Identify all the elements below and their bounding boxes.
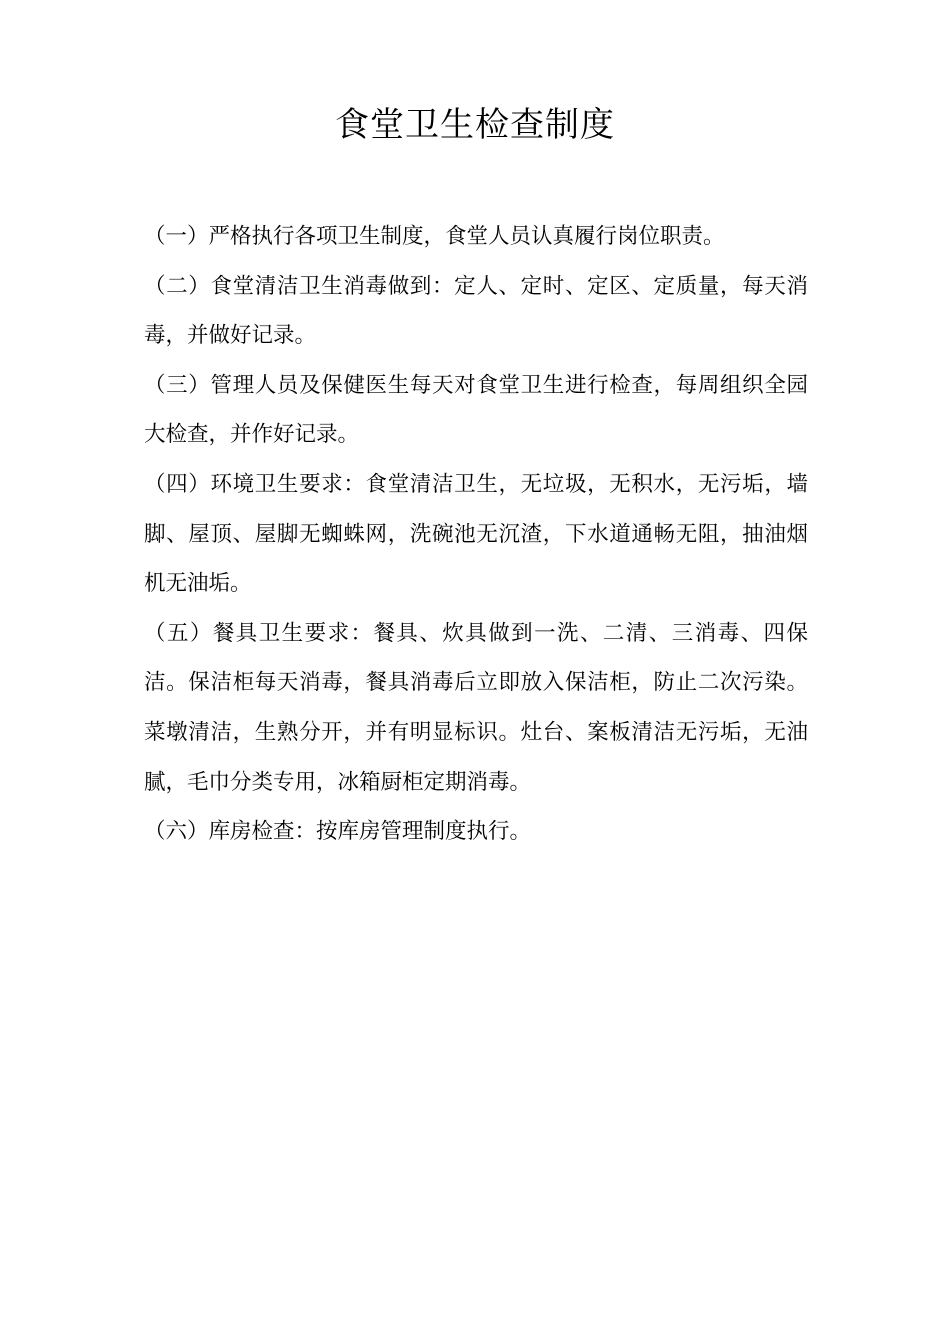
paragraph-6: （六）库房检查：按库房管理制度执行。 bbox=[144, 819, 532, 845]
paragraph-3: （三）管理人员及保健医生每天对食堂卫生进行检查，每周组织全园大检查，并作好记录。 bbox=[144, 372, 808, 448]
document-title: 食堂卫生检查制度 bbox=[335, 105, 615, 145]
paragraph-4: （四）环境卫生要求：食堂清洁卫生，无垃圾，无积水，无污垢，墙脚、屋顶、屋脚无蜘蛛网，洗碗池无沉渣，下水道通畅无阻，抽油烟机无油垢。 bbox=[144, 471, 808, 597]
paragraph-5: （五）餐具卫生要求：餐具、炊具做到一洗、二清、三消毒、四保洁。保洁柜每天消毒，餐具消毒后立即放入保洁柜，防止二次污染。菜墩清洁，生熟分开，并有明显标识。灶台、案板清洁无污垢，无油腻，毛巾分类专用，冰箱厨柜定期消毒。 bbox=[144, 620, 808, 795]
paragraph-2: （二）食堂清洁卫生消毒做到：定人、定时、定区、定质量，每天消毒，并做好记录。 bbox=[144, 273, 808, 349]
paragraph-1: （一）严格执行各项卫生制度，食堂人员认真履行岗位职责。 bbox=[144, 224, 725, 249]
document-body bbox=[144, 212, 808, 857]
